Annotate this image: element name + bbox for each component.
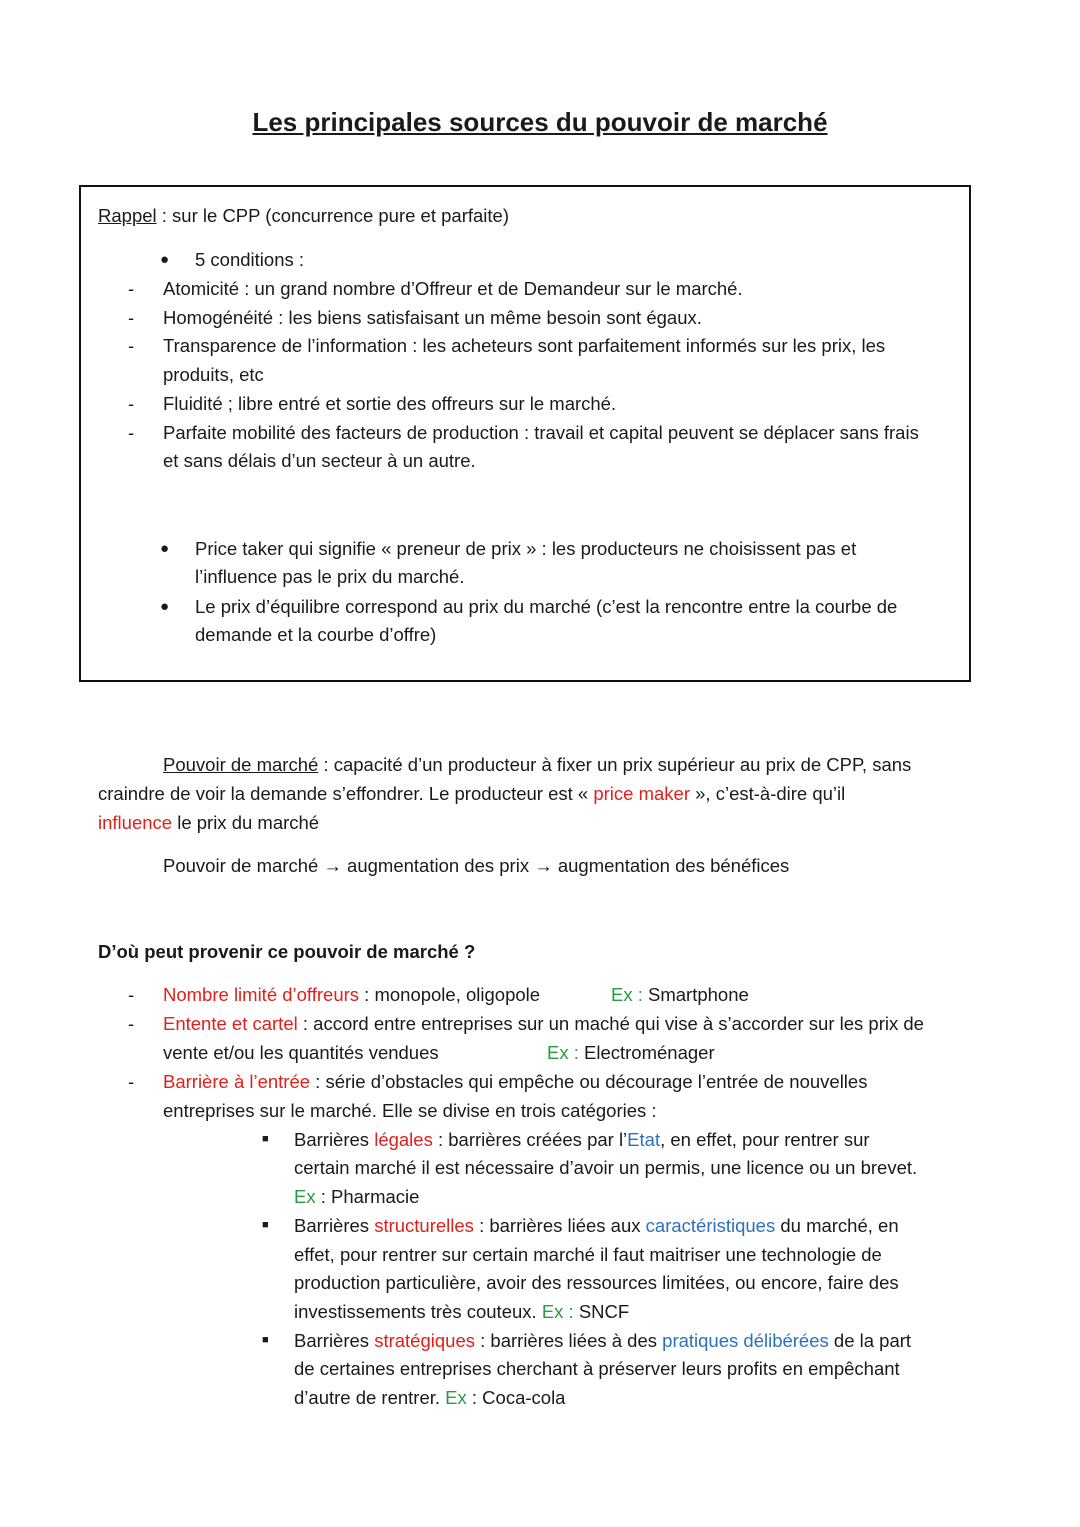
pouvoir-text: », c’est-à-dire qu’il (690, 783, 846, 804)
barrier-highlight: Etat (627, 1129, 661, 1150)
source-term: Entente et cartel (163, 1013, 298, 1034)
square-bullet-icon: ■ (262, 1133, 269, 1145)
condition-line: Atomicité : un grand nombre d’Offreur et de Demandeur sur le marché. (163, 278, 743, 299)
pouvoir-text: : capacité d’un producteur à fixer un prix supérieur au prix de CPP, sans (318, 754, 912, 775)
square-bullet-icon: ■ (262, 1219, 269, 1231)
barrier-text: : barrières liées à des (475, 1330, 663, 1351)
barrier-text: investissements très couteux. (294, 1301, 542, 1322)
barrier-strategiques (294, 1326, 911, 1355)
condition-line: Transparence de l’information : les acheteurs sont parfaitement informés sur les prix, les (163, 335, 886, 356)
rappel-header (98, 201, 509, 230)
dash-icon: - (128, 393, 135, 414)
bullet-line: demande et la courbe d’offre) (195, 624, 437, 645)
barrier-structurelles (294, 1211, 899, 1240)
bullet-dot-icon: ● (160, 540, 170, 557)
source-2-example (547, 1038, 715, 1067)
source-text: : monopole, oligopole (359, 984, 541, 1005)
ex-label: Ex (445, 1387, 467, 1408)
pouvoir-line-2 (98, 779, 845, 808)
square-bullet-icon: ■ (262, 1334, 269, 1346)
barrier-text: : barrières liées aux (473, 1215, 646, 1236)
dash-icon: - (128, 335, 135, 356)
condition-line: Fluidité ; libre entré et sortie des offreurs sur le marché. (163, 393, 617, 414)
barrier-text: Barrières (294, 1330, 375, 1351)
source-term: Barrière à l’entrée (163, 1071, 311, 1092)
source-2-line-2: vente et/ou les quantités vendues (163, 1042, 439, 1063)
source-text: : accord entre entreprises sur un maché qui vise à s’accorder sur les prix de (297, 1013, 924, 1034)
barrier-line: certain marché il est nécessaire d’avoir un permis, une licence ou un brevet. (294, 1157, 918, 1178)
bullet-line: Price taker qui signifie « preneur de prix » : les producteurs ne choisissent pas et (195, 538, 857, 559)
pouvoir-text: le prix du marché (172, 812, 320, 833)
dash-icon: - (128, 422, 135, 443)
dash-icon: - (128, 1071, 135, 1092)
pouvoir-line-3 (98, 808, 319, 837)
condition-line: Homogénéité : les biens satisfaisant un même besoin sont égaux. (163, 307, 702, 328)
barrier-term: stratégiques (374, 1330, 475, 1351)
dash-icon: - (128, 1013, 135, 1034)
barrier-highlight: caractéristiques (645, 1215, 776, 1236)
conditions-heading: 5 conditions : (195, 249, 305, 270)
influence-term: influence (98, 812, 173, 833)
barrier-line (294, 1297, 629, 1326)
ex-value: : Pharmacie (315, 1186, 420, 1207)
barrier-example (294, 1182, 419, 1211)
source-text: : série d’obstacles qui empêche ou décourage l’entrée de nouvelles (310, 1071, 868, 1092)
barrier-legales (294, 1125, 870, 1154)
ex-label: Ex : (611, 984, 643, 1005)
source-term: Nombre limité d’offreurs (163, 984, 360, 1005)
ex-value: SNCF (573, 1301, 630, 1322)
barrier-line: production particulière, avoir des ressources limitées, ou encore, faire des (294, 1272, 899, 1293)
barrier-line (294, 1383, 565, 1412)
condition-line: et sans délais d’un secteur à un autre. (163, 450, 476, 471)
condition-line: produits, etc (163, 364, 264, 385)
bullet-line: l’influence pas le prix du marché. (195, 566, 465, 587)
dash-icon: - (128, 984, 135, 1005)
rappel-text: : sur le CPP (concurrence pure et parfaite) (156, 205, 509, 226)
source-1 (163, 980, 540, 1009)
barrier-text: de la part (828, 1330, 912, 1351)
barrier-highlight: pratiques délibérées (662, 1330, 829, 1351)
ex-value: : Coca-cola (466, 1387, 566, 1408)
pouvoir-text: craindre de voir la demande s’effondrer. Le producteur est « (98, 783, 594, 804)
dash-icon: - (128, 307, 135, 328)
ex-label: Ex : (541, 1301, 574, 1322)
barrier-text: Barrières (294, 1129, 375, 1150)
bullet-line: Le prix d’équilibre correspond au prix du marché (c’est la rencontre entre la courbe de (195, 596, 898, 617)
barrier-term: légales (374, 1129, 433, 1150)
ex-value: Electroménager (578, 1042, 715, 1063)
barrier-text: : barrières créées par l’ (432, 1129, 628, 1150)
ex-label: Ex : (547, 1042, 579, 1063)
ex-value: Smartphone (642, 984, 749, 1005)
barrier-text: Barrières (294, 1215, 375, 1236)
bullet-dot-icon: ● (160, 251, 170, 268)
sources-question: D’où peut provenir ce pouvoir de marché ? (98, 941, 476, 962)
price-maker-term: price maker (593, 783, 690, 804)
pouvoir-line-1 (163, 750, 911, 779)
barrier-text: d’autre de rentrer. (294, 1387, 446, 1408)
source-3 (163, 1067, 867, 1096)
barrier-text: du marché, en (775, 1215, 899, 1236)
barrier-line: effet, pour rentrer sur certain marché il faut maitriser une technologie de (294, 1244, 882, 1265)
rappel-label: Rappel (98, 205, 157, 226)
source-3-line-2: entreprises sur le marché. Elle se divise en trois catégories : (163, 1100, 657, 1121)
barrier-text: , en effet, pour rentrer sur (660, 1129, 870, 1150)
barrier-line: de certaines entreprises cherchant à préserver leurs profits en empêchant (294, 1358, 900, 1379)
dash-icon: - (128, 278, 135, 299)
condition-line: Parfaite mobilité des facteurs de production : travail et capital peuvent se déplacer sans frais (163, 422, 919, 443)
pouvoir-term: Pouvoir de marché (163, 754, 319, 775)
barrier-term: structurelles (374, 1215, 474, 1236)
bullet-dot-icon: ● (160, 598, 170, 615)
pouvoir-chain: Pouvoir de marché → augmentation des prix → augmentation des bénéfices (163, 855, 790, 876)
page-title: Les principales sources du pouvoir de marché (252, 107, 828, 137)
source-1-example (611, 980, 749, 1009)
ex-label: Ex (294, 1186, 316, 1207)
source-2 (163, 1009, 924, 1038)
